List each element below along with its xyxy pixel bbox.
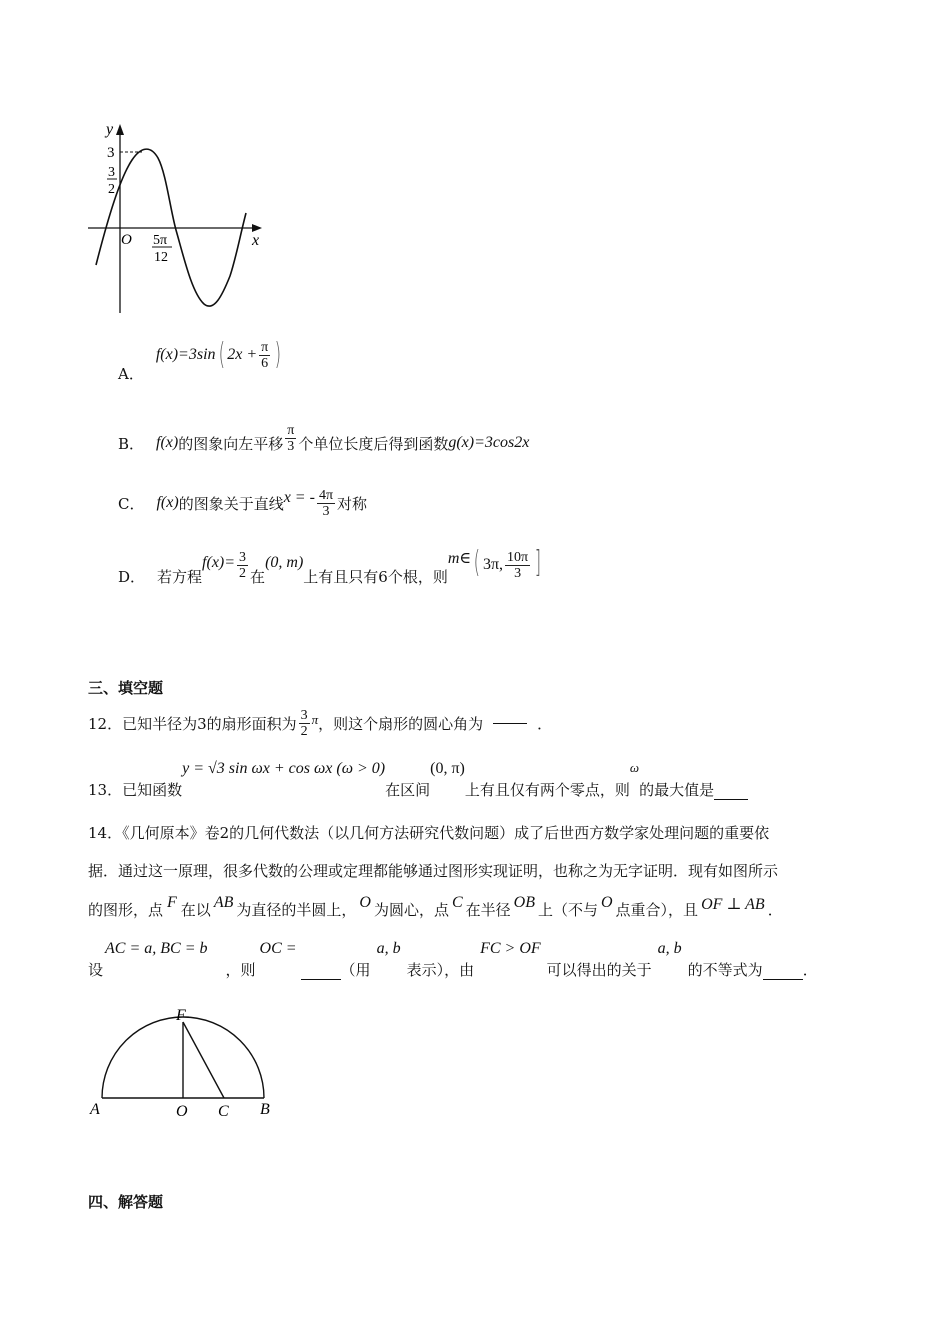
x-tick-den: 12 bbox=[154, 250, 168, 265]
option-d-fraction2 bbox=[505, 550, 530, 581]
y-tick-max: 3 bbox=[107, 145, 115, 161]
label-a: A bbox=[90, 1101, 100, 1118]
option-c-text1: 的图象关于直线 bbox=[178, 494, 284, 513]
x-axis-arrow-icon bbox=[252, 224, 262, 232]
q14-line3-end: ． bbox=[767, 901, 783, 919]
option-d-text3: 上有且只有6个根，则 bbox=[303, 567, 448, 586]
q12-prefix: 12．已知半径为3的扇形面积为 bbox=[88, 714, 297, 733]
option-a-lhs: f(x)=3sin bbox=[155, 346, 216, 363]
q12-end: ． bbox=[537, 714, 553, 733]
option-a-frac-num: π bbox=[261, 339, 269, 355]
option-b-text1: 的图象向左平移 bbox=[178, 434, 284, 453]
option-d-fx: f(x)= bbox=[202, 554, 236, 571]
option-c bbox=[118, 480, 367, 526]
option-d: D． 若方程 f(x)= $\frac{3}{2}$ 在 (0, m) 上有且只有6个根，则 m∈ ( 3π, $\frac{10\pi}{3}$ ] bbox=[118, 545, 542, 586]
q14-biaoshi: 表示），由 bbox=[406, 961, 475, 979]
q12-frac-den: 2 bbox=[300, 723, 308, 739]
q14-answer-blank-1[interactable] bbox=[301, 979, 341, 980]
option-c-frac-den: 3 bbox=[322, 503, 330, 519]
option-a-fraction bbox=[259, 340, 270, 371]
q12-fraction bbox=[299, 708, 310, 739]
q13-text2: 在区间 bbox=[385, 781, 431, 799]
q14-line3-c: 为直径的半圆上， bbox=[236, 901, 357, 919]
option-d-interval: (0, m) bbox=[265, 554, 304, 571]
label-b: B bbox=[260, 1101, 270, 1118]
q14-ob: OB bbox=[513, 894, 535, 911]
q14-ac-bc: AC = a, BC = b bbox=[105, 940, 208, 957]
q14-ab2: a, b bbox=[657, 940, 682, 957]
option-c-letter: C． bbox=[118, 494, 145, 513]
option-d-frac2-den: 3 bbox=[514, 565, 522, 581]
q14-budengshi: 的不等式为 bbox=[687, 961, 763, 979]
q13-answer-blank[interactable] bbox=[714, 799, 748, 800]
option-d-text2: 在 bbox=[250, 567, 266, 586]
q14-line4 bbox=[88, 940, 818, 980]
option-d-frac-num: 3 bbox=[239, 549, 247, 565]
option-b-fx: f(x) bbox=[156, 434, 179, 451]
option-c-lhs: x = - bbox=[283, 489, 315, 506]
option-d-range-start: 3π, bbox=[482, 556, 504, 573]
section4-title: 四、解答题 bbox=[88, 1193, 164, 1211]
q14-yong: （用 bbox=[340, 961, 371, 979]
q14-c: C bbox=[451, 894, 463, 911]
q14-perp: OF ⊥ AB bbox=[701, 896, 765, 913]
label-c: C bbox=[218, 1103, 229, 1120]
option-d-frac-den: 2 bbox=[239, 565, 247, 581]
q14-line1: 14．《几何原本》卷2的几何代数法（以几何方法研究代数问题）成了后世西方数学家处理问题的重要依 bbox=[88, 824, 770, 842]
option-a-letter: A． bbox=[118, 365, 144, 383]
option-b bbox=[118, 420, 529, 466]
q13-text4: 的最大值是 bbox=[639, 781, 715, 799]
q13-prefix: 13．已知函数 bbox=[88, 781, 183, 799]
x-tick-num: 5π bbox=[153, 233, 168, 248]
q14-she: 设 bbox=[88, 961, 104, 979]
q12-frac-num: 3 bbox=[300, 707, 308, 723]
q14-line3-d: 为圆心，点 bbox=[373, 901, 449, 919]
option-b-fraction bbox=[285, 423, 296, 454]
y-tick-half-den: 2 bbox=[108, 182, 115, 197]
label-f: F bbox=[176, 1007, 186, 1024]
segment-fc bbox=[183, 1022, 224, 1098]
q13 bbox=[88, 760, 748, 800]
q12-answer-blank[interactable] bbox=[493, 723, 527, 724]
option-b-frac-num: π bbox=[287, 422, 295, 438]
q14-o: O bbox=[359, 894, 371, 911]
option-d-text1: 若方程 bbox=[157, 567, 203, 586]
origin-label: O bbox=[121, 232, 132, 248]
q12-text2: ，则这个扇形的圆心角为 bbox=[318, 714, 484, 733]
option-d-frac2-num: 10π bbox=[507, 549, 529, 565]
q12 bbox=[88, 700, 552, 746]
q14-line3-f: 上（不与 bbox=[537, 901, 598, 919]
label-o: O bbox=[176, 1103, 188, 1120]
q14-line2: 据．通过这一原理，很多代数的公理或定理都能够通过图形实现证明，也称之为无字证明．现有如图所示 bbox=[88, 862, 779, 880]
q14-oc: OC = bbox=[259, 940, 297, 957]
q14-ab1: a, b bbox=[376, 940, 401, 957]
x-axis-label: x bbox=[252, 232, 260, 249]
y-tick-half-num: 3 bbox=[108, 165, 115, 180]
option-a-arg: 2x + bbox=[227, 346, 258, 363]
option-c-fraction bbox=[317, 488, 335, 519]
q14-line3-e: 在半径 bbox=[465, 901, 511, 919]
q14-keyi: 可以得出的关于 bbox=[546, 961, 652, 979]
q14-answer-blank-2[interactable] bbox=[763, 979, 803, 980]
q14-fc-of: FC > OF bbox=[480, 940, 541, 957]
q13-interval: (0, π) bbox=[430, 760, 465, 777]
q12-pi: π bbox=[311, 712, 319, 727]
sine-graph bbox=[80, 118, 280, 318]
q14-line3-g: 点重合），且 bbox=[615, 901, 699, 919]
q14-line3-b: 在以 bbox=[180, 901, 211, 919]
q13-omega: ω bbox=[629, 760, 640, 775]
q14-point-f: F bbox=[167, 894, 177, 911]
q14-o2: O bbox=[600, 894, 613, 911]
q14-line3 bbox=[88, 894, 783, 920]
option-a: A． f(x)=3sin ( 2x + $\frac{\pi}{6}$ ) bbox=[118, 337, 282, 383]
q13-formula: y = √3 sin ωx + cos ωx (ω > 0) bbox=[182, 760, 386, 777]
q13-text3: 上有且仅有两个零点，则 bbox=[464, 781, 630, 799]
q14-ab: AB bbox=[213, 894, 234, 911]
y-axis-label: y bbox=[106, 121, 114, 138]
option-c-text2: 对称 bbox=[337, 494, 368, 513]
y-axis-arrow-icon bbox=[116, 124, 124, 135]
option-b-frac-den: 3 bbox=[287, 438, 295, 454]
option-b-text2: 个单位长度后得到函数 bbox=[298, 434, 449, 453]
option-c-frac-num: 4π bbox=[318, 487, 334, 503]
semicircle-figure bbox=[84, 1000, 284, 1125]
section3-title: 三、填空题 bbox=[88, 679, 164, 697]
option-d-m-in: m∈ bbox=[447, 550, 472, 567]
option-b-letter: B． bbox=[118, 434, 145, 453]
q14-end: ． bbox=[802, 961, 818, 979]
q14-ze: ，则 bbox=[225, 961, 256, 979]
option-a-frac-den: 6 bbox=[261, 355, 269, 371]
option-b-gx: g(x)=3cos2x bbox=[448, 434, 530, 451]
option-d-letter: D． bbox=[118, 567, 146, 586]
q14-line3-a: 的图形，点 bbox=[88, 901, 164, 919]
option-d-fraction bbox=[237, 550, 248, 581]
option-c-fx: f(x) bbox=[156, 494, 179, 511]
